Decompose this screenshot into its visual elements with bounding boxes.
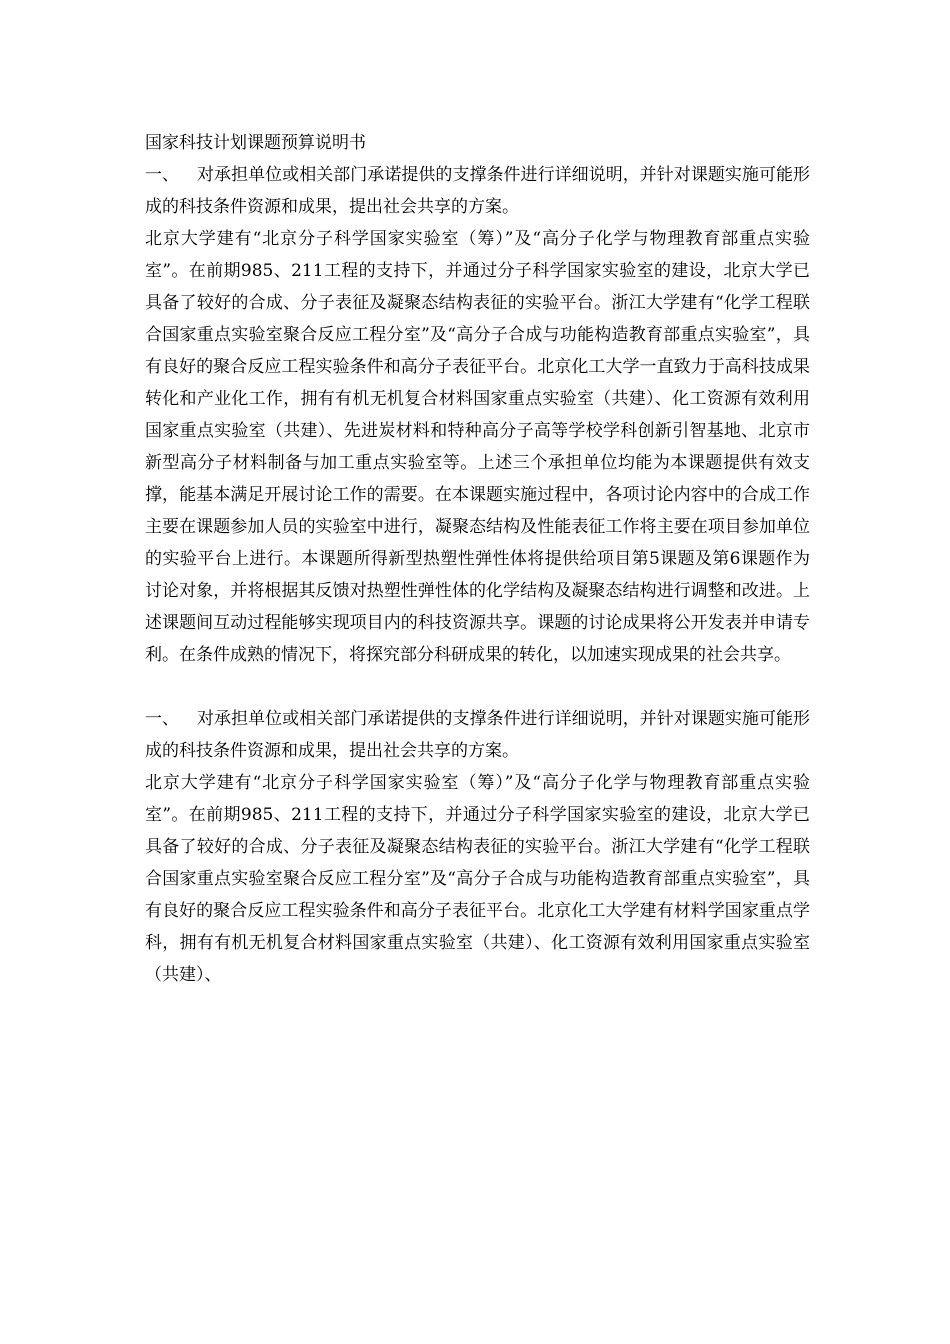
section-1-heading-text: 对承担单位或相关部门承诺提供的支撑条件进行详细说明，并针对课题实施可能形成的科技条件资源和成果，提出社会共享的方案。 — [145, 165, 810, 217]
section-2-heading — [145, 703, 810, 767]
document-page — [145, 127, 810, 991]
section-2-number: 一、 — [145, 709, 179, 729]
paragraph-spacer — [145, 671, 810, 703]
section-1-body: 北京大学建有“北京分子科学国家实验室（筹）”及“高分子化学与物理教育部重点实验室”。在前期985、211工程的支持下，并通过分子科学国家实验室的建设，北京大学已具备了较好的合成、分子表征及凝聚态结构表征的实验平台。浙江大学建有“化学工程联合国家重点实验室聚合反应工程分室”及“高分子合成与功能构造教育部重点实验室”，具有良好的聚合反应工程实验条件和高分子表征平台。北京化工大学一直致力于高科技成果转化和产业化工作，拥有有机无机复合材料国家重点实验室（共建）、化工资源有效利用国家重点实验室（共建）、先进炭材料和特种高分子高等学校学科创新引智基地、北京市新型高分子材料制备与加工重点实验室等。上述三个承担单位均能为本课题提供有效支撑，能基本满足开展讨论工作的需要。在本课题实施过程中，各项讨论内容中的合成工作主要在课题参加人员的实验室中进行，凝聚态结构及性能表征工作将主要在项目参加单位的实验平台上进行。本课题所得新型热塑性弹性体将提供给项目第5课题及第6课题作为讨论对象，并将根据其反馈对热塑性弹性体的化学结构及凝聚态结构进行调整和改进。上述课题间互动过程能够实现项目内的科技资源共享。课题的讨论成果将公开发表并申请专利。在条件成熟的情况下，将探究部分科研成果的转化，以加速实现成果的社会共享。 — [145, 229, 810, 665]
document-title: 国家科技计划课题预算说明书 — [145, 133, 366, 153]
section-1-number: 一、 — [145, 165, 179, 185]
section-2-body: 北京大学建有“北京分子科学国家实验室（筹）”及“高分子化学与物理教育部重点实验室”。在前期985、211工程的支持下，并通过分子科学国家实验室的建设，北京大学已具备了较好的合成、分子表征及凝聚态结构表征的实验平台。浙江大学建有“化学工程联合国家重点实验室聚合反应工程分室”及“高分子合成与功能构造教育部重点实验室”，具有良好的聚合反应工程实验条件和高分子表征平台。北京化工大学建有材料学国家重点学科，拥有有机无机复合材料国家重点实验室（共建）、化工资源有效利用国家重点实验室（共建）、 — [145, 773, 810, 985]
section-1-heading — [145, 159, 810, 223]
section-2-heading-text: 对承担单位或相关部门承诺提供的支撑条件进行详细说明，并针对课题实施可能形成的科技条件资源和成果，提出社会共享的方案。 — [145, 709, 810, 761]
